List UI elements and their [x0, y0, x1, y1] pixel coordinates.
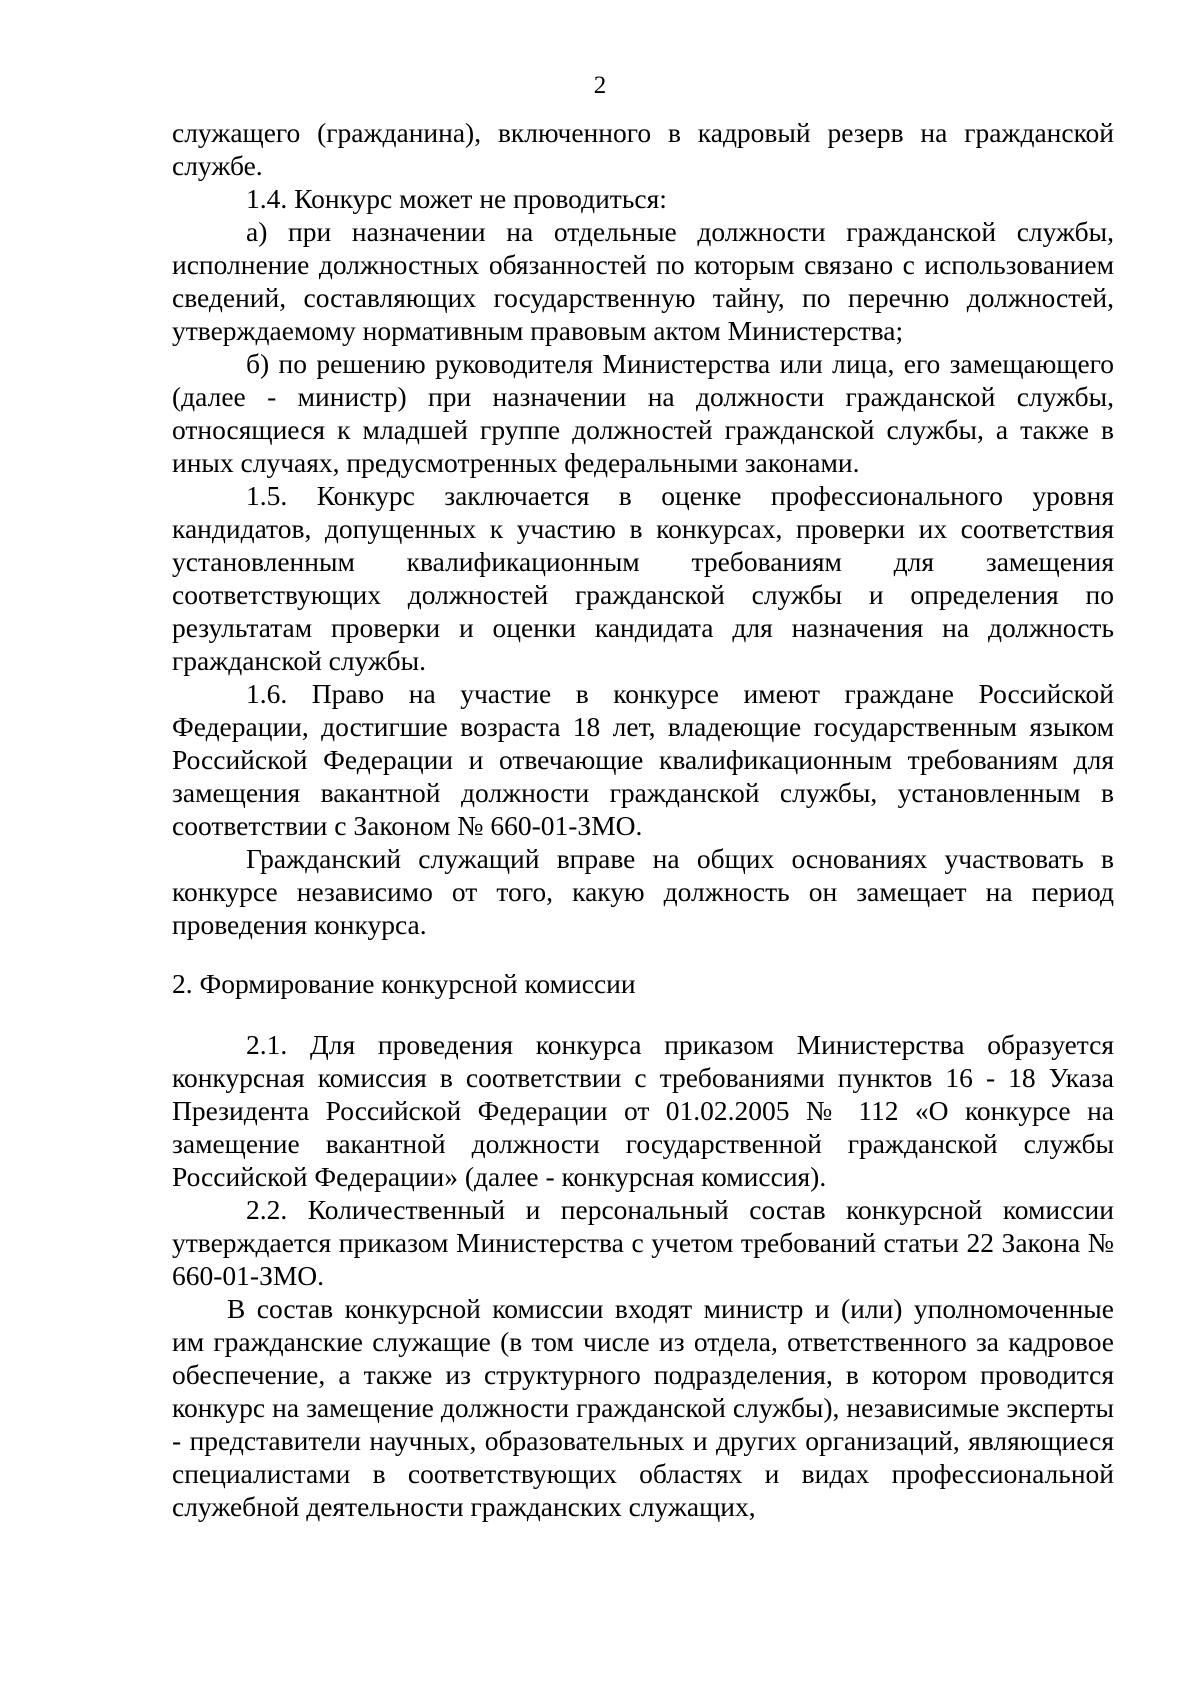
section-heading-2: 2. Формирование конкурсной комиссии [172, 968, 636, 999]
paragraph-1-5: 1.5. Конкурс заключается в оценке профессионального уровня кандидатов, допущенных к участию в конкурсах, проверки их соответствия установленным квалификационным требованиям для замещения соответствующих должностей гражданской службы и определения по результатам проверки и оценки кандидата для назначения на должность гражданской службы. [172, 480, 1114, 676]
paragraph-1-4-b: б) по решению руководителя Министерства или лица, его замещающего (далее - министр) при назначении на должности гражданской службы, относящиеся к младшей группе должностей гражданской службы, а также в иных случаях, предусмотренных федеральными законами. [172, 348, 1114, 478]
paragraph-1-6-civil-servant: Гражданский служащий вправе на общих основаниях участвовать в конкурсе независимо от того, какую должность он замещает на период проведения конкурса. [172, 843, 1114, 940]
paragraph-1-4-a: а) при назначении на отдельные должности гражданской службы, исполнение должностных обязанностей по которым связано с использованием сведений, составляющих государственную тайну, по перечню должностей, утверждаемому нормативным правовым актом Министерства; [172, 216, 1114, 346]
document-body [172, 116, 1114, 1523]
paragraph-continuation: служащего (гражданина), включенного в кадровый резерв на гражданской службе. [172, 117, 1114, 181]
paragraph-1-4: 1.4. Конкурс может не проводиться: [246, 183, 667, 214]
paragraph-2-1: 2.1. Для проведения конкурса приказом Министерства образуется конкурсная комиссия в соответствии с требованиями пунктов 16 - 18 Указа Президента Российской Федерации от 01.02.2005 № 112 «О конкурсе на замещение вакантной должности государственной гражданской службы Российской Федерации» (далее - конкурсная комиссия). [172, 1029, 1114, 1192]
paragraph-2-2: 2.2. Количественный и персональный состав конкурсной комиссии утверждается приказом Министерства с учетом требований статьи 22 Закона № 660-01-ЗМО. [172, 1194, 1114, 1291]
paragraph-1-6: 1.6. Право на участие в конкурсе имеют граждане Российской Федерации, достигшие возраста 18 лет, владеющие государственным языком Российской Федерации и отвечающие квалификационным требованиям для замещения вакантной должности гражданской службы, установленным в соответствии с Законом № 660-01-ЗМО. [172, 678, 1114, 841]
paragraph-2-2-composition: В состав конкурсной комиссии входят министр и (или) уполномоченные им гражданские служащие (в том числе из отдела, ответственного за кадровое обеспечение, а также из структурного подразделения, в котором проводится конкурс на замещение должности гражданской службы), независимые эксперты - представители научных, образовательных и других организаций, являющиеся специалистами в соответствующих областях и видах профессиональной служебной деятельности гражданских служащих, [172, 1293, 1114, 1522]
page-number: 2 [593, 72, 607, 99]
